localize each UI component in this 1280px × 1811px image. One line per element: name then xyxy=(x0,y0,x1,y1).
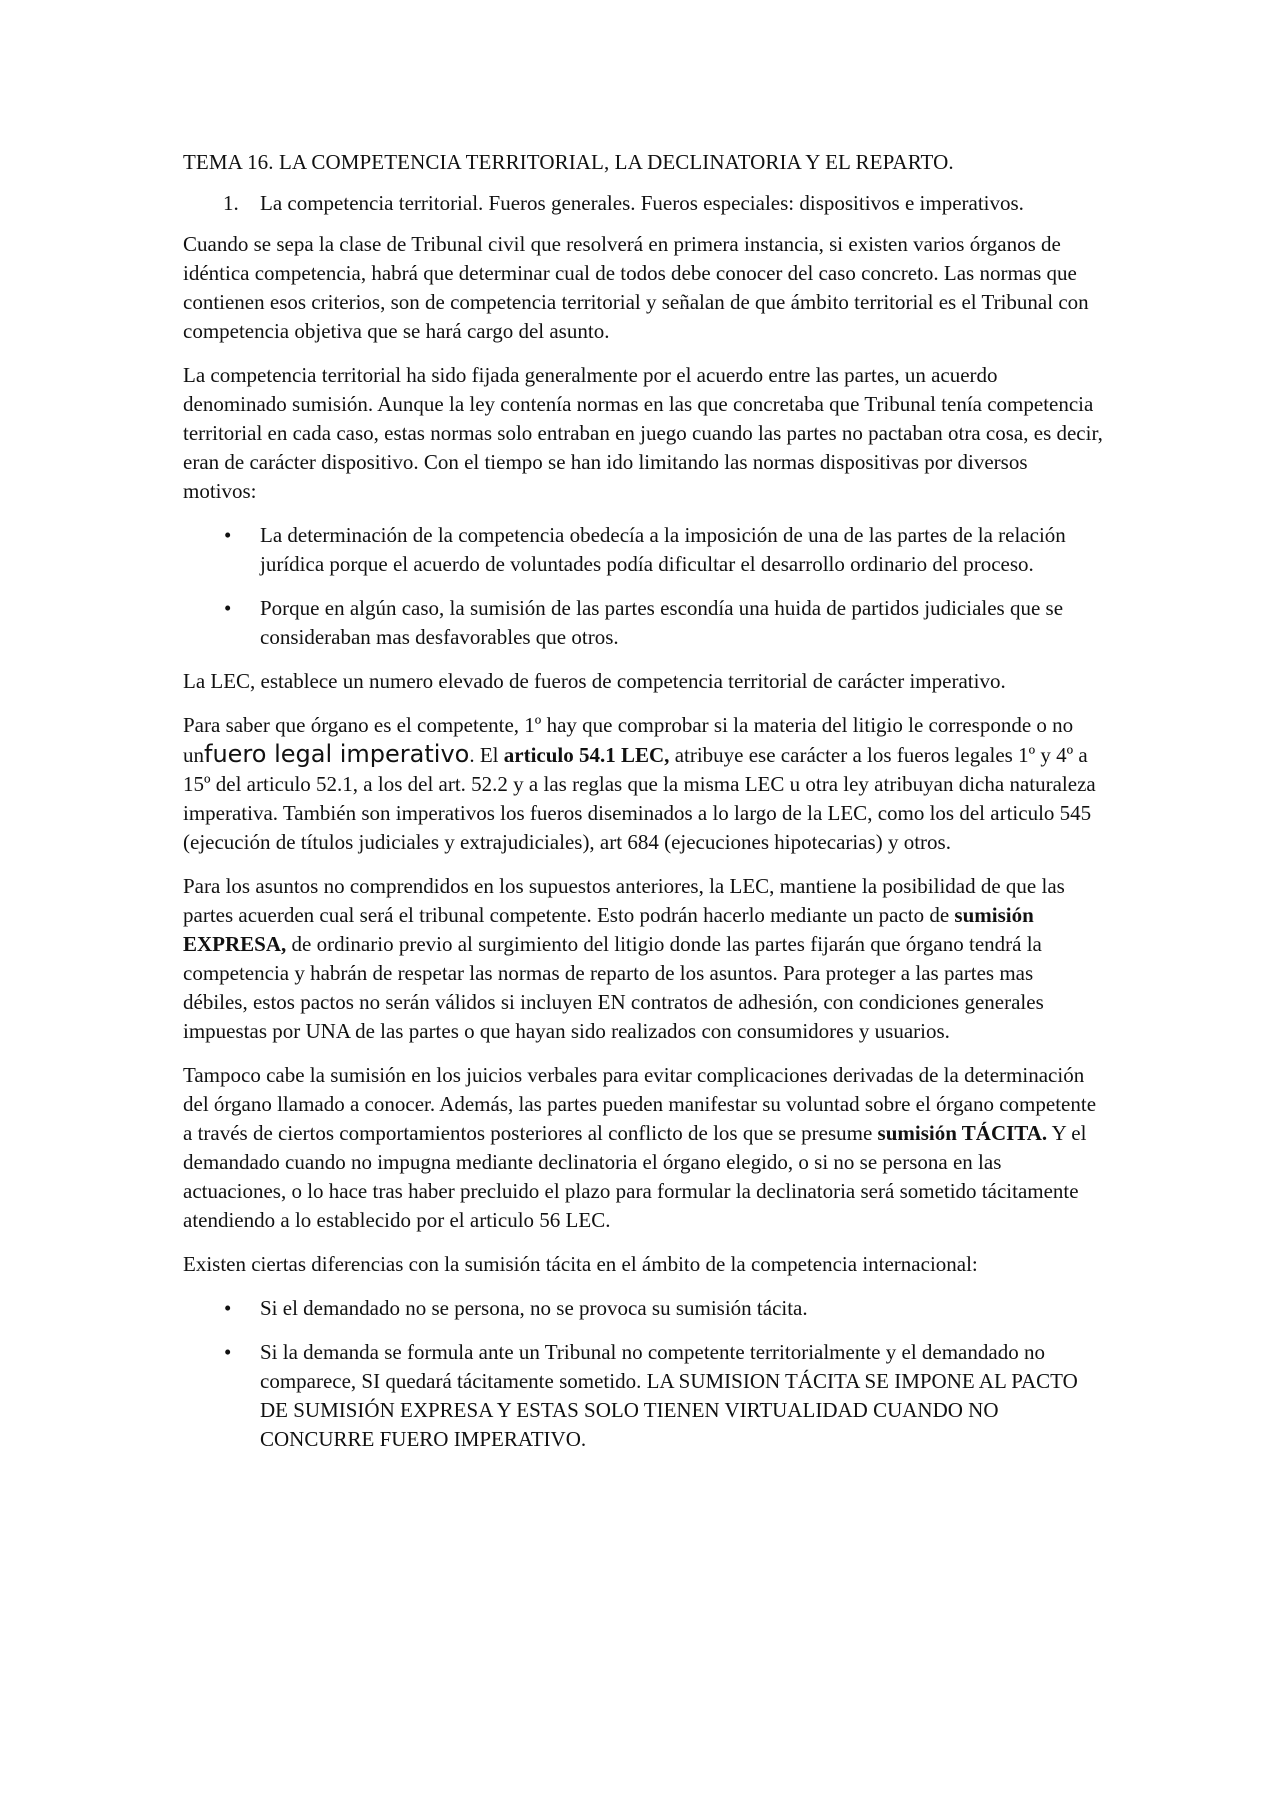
list-item-text: Si la demanda se formula ante un Tribunal no competente territorialmente y el demandado no comparece, SI quedará tácitamente sometido. LA SUMISION TÁCITA SE IMPONE AL PACTO DE SUMISIÓN EXPRESA Y ESTAS SOLO TIENEN VIRTUALIDAD CUANDO NO CONCURRE FUERO IMPERATIVO. xyxy=(260,1340,1078,1451)
list-item-text: Porque en algún caso, la sumisión de las partes escondía una huida de partidos judiciales que se consideraban mas desfavorables que otros. xyxy=(260,596,1064,649)
bold-reference: articulo 54.1 LEC, xyxy=(503,743,670,767)
paragraph-text: atribuye ese carácter a los fueros legales 1º y 4º a 15º del articulo 52.1, a los del art. 52.2 y a las reglas que la misma LEC u otra ley atribuyan dicha naturaleza imperativa. También son imperativos los fueros diseminados a lo largo de la LEC, como los del articulo 545 (ejecución de títulos judiciales y extrajudiciales), art 684 (ejecuciones hipotecarias) y otros. xyxy=(183,743,1096,854)
bold-term: sumisión EXPRESA, xyxy=(183,903,1034,956)
paragraph-text: Para los asuntos no comprendidos en los supuestos anteriores, la LEC, mantiene la posibilidad de que las partes acuerden cual será el tribunal competente. Esto podrán hacerlo mediante un pacto de xyxy=(183,874,1065,927)
paragraph-7: Existen ciertas diferencias con la sumisión tácita en el ámbito de la competencia internacional: xyxy=(183,1252,978,1276)
paragraph-2: La competencia territorial ha sido fijada generalmente por el acuerdo entre las partes, un acuerdo denominado sumisión. Aunque la ley contenía normas en las que concretaba que Tribunal tenía competencia territorial en cada caso, estas normas solo entraban en juego cuando las partes no pactaban otra cosa, es decir, eran de carácter dispositivo. Con el tiempo se han ido limitando las normas dispositivas por diversos motivos: xyxy=(183,363,1103,503)
bullet-icon: • xyxy=(224,596,232,620)
document-page xyxy=(183,148,1103,1469)
paragraph-text: Para saber que órgano es el competente, 1º hay que comprobar si la materia del litigio le corresponde o no un xyxy=(183,713,1074,767)
list-item xyxy=(183,1294,1103,1323)
bullet-icon: • xyxy=(224,523,232,547)
paragraph-text: . El xyxy=(469,743,504,767)
list-item xyxy=(183,594,1103,652)
list-item-text: Si el demandado no se persona, no se provoca su sumisión tácita. xyxy=(260,1296,808,1320)
emphasized-term: fuero legal imperativo xyxy=(204,740,470,768)
paragraph-4 xyxy=(183,711,1103,857)
bullet-list-2 xyxy=(183,1294,1103,1454)
paragraph-5 xyxy=(183,872,1103,1046)
bold-term: sumisión TÁCITA. xyxy=(877,1121,1048,1145)
paragraph-text: Y el demandado cuando no impugna mediante declinatoria el órgano elegido, o si no se persona en las actuaciones, o lo hace tras haber precluido el plazo para formular la declinatoria será sometido tácitamente atendiendo a lo establecido por el articulo 56 LEC. xyxy=(183,1121,1087,1232)
bullet-icon: • xyxy=(224,1340,232,1364)
paragraph-text: Tampoco cabe la sumisión en los juicios verbales para evitar complicaciones derivadas de la determinación del órgano llamado a conocer. Además, las partes pueden manifestar su voluntad sobre el órgano competente a través de ciertos comportamientos posteriores al conflicto de los que se presume xyxy=(183,1063,1097,1145)
bullet-list-1 xyxy=(183,521,1103,652)
list-item xyxy=(183,1338,1103,1454)
section-heading-text: La competencia territorial. Fueros generales. Fueros especiales: dispositivos e imperativos. xyxy=(260,191,1024,215)
paragraph-6 xyxy=(183,1061,1103,1235)
section-heading-1 xyxy=(183,189,1103,218)
paragraph-1: Cuando se sepa la clase de Tribunal civil que resolverá en primera instancia, si existen varios órganos de idéntica competencia, habrá que determinar cual de todos debe conocer del caso concreto. Las normas que contienen esos criterios, son de competencia territorial y señalan de que ámbito territorial es el Tribunal con competencia objetiva que se hará cargo del asunto. xyxy=(183,232,1089,343)
list-item-text: La determinación de la competencia obedecía a la imposición de una de las partes de la relación jurídica porque el acuerdo de voluntades podía dificultar el desarrollo ordinario del proceso. xyxy=(260,523,1066,576)
bullet-icon: • xyxy=(224,1296,232,1320)
document-title: TEMA 16. LA COMPETENCIA TERRITORIAL, LA DECLINATORIA Y EL REPARTO. xyxy=(183,150,954,174)
section-number: 1. xyxy=(223,191,239,215)
paragraph-3: La LEC, establece un numero elevado de fueros de competencia territorial de carácter imperativo. xyxy=(183,669,1006,693)
paragraph-text: de ordinario previo al surgimiento del litigio donde las partes fijarán que órgano tendrá la competencia y habrán de respetar las normas de reparto de los asuntos. Para proteger a las partes mas débiles, estos pactos no serán válidos si incluyen EN contratos de adhesión, con condiciones generales impuestas por UNA de las partes o que hayan sido realizados con consumidores y usuarios. xyxy=(183,932,1044,1043)
list-item xyxy=(183,521,1103,579)
